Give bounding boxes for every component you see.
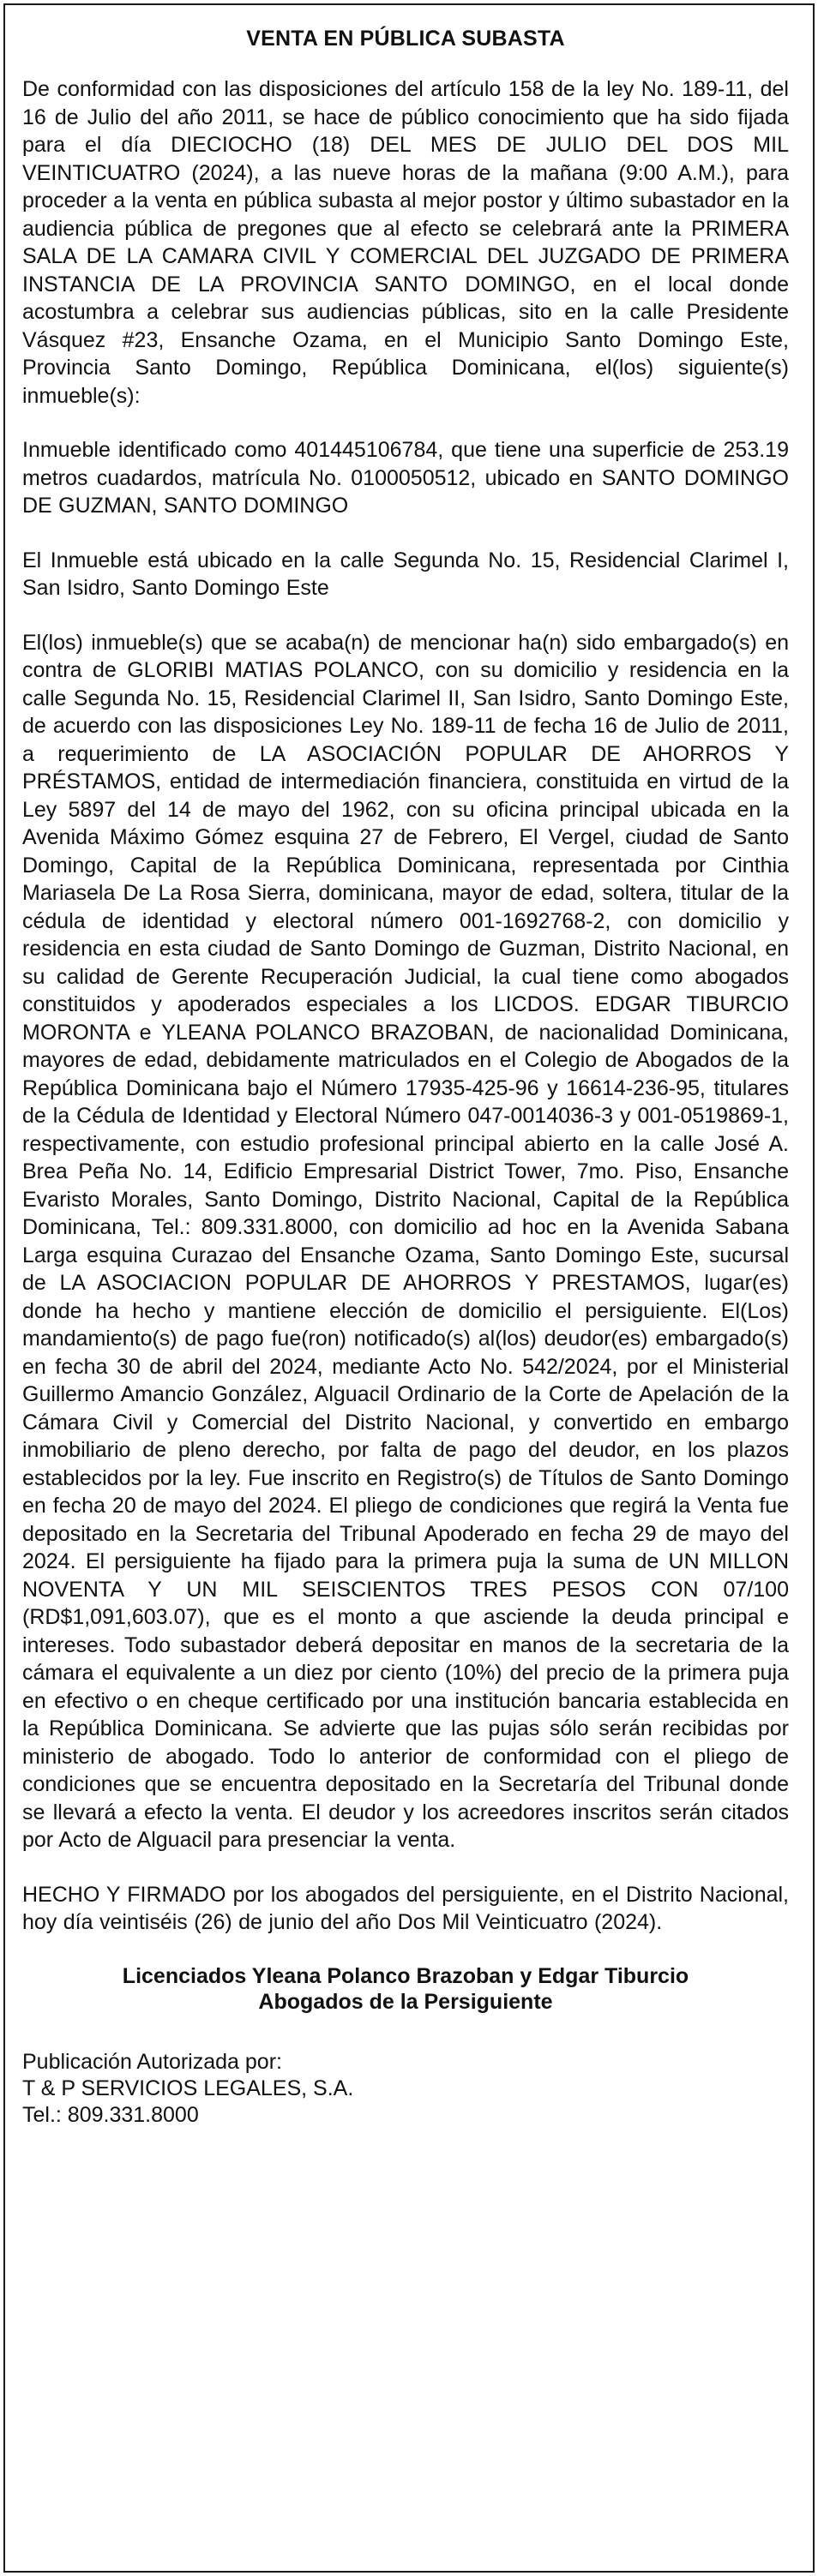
legal-notice xyxy=(3,3,815,2573)
signature-role: Abogados de la Persiguiente xyxy=(258,1989,553,2014)
publication-phone: Tel.: 809.331.8000 xyxy=(22,2102,199,2127)
location-paragraph: El Inmueble está ubicado en la calle Segunda No. 15, Residencial Clarimel I, San Isidro, Santo Domingo Este xyxy=(22,548,789,600)
intro-paragraph: De conformidad con las disposiciones del artículo 158 de la ley No. 189-11, del 16 de Julio del año 2011, se hace de público conocimiento que ha sido fijada para el día DIECIOCHO (18) DEL MES DE JULIO DEL DOS MIL VEINTICUATRO (2024), a las nueve horas de la mañana (9:00 A.M.), para proceder a la venta en pública subasta al mejor postor y último subastador en la audiencia pública de pregones que al efecto se celebrará ante la PRIMERA SALA DE LA CAMARA CIVIL Y COMERCIAL DEL JUZGADO DE PRIMERA INSTANCIA DE LA PROVINCIA SANTO DOMINGO, en el local donde acostumbra a celebrar sus audiencias públicas, sito en la calle Presidente Vásquez #23, Ensanche Ozama, en el Municipio Santo Domingo Este, Provincia Santo Domingo, República Dominicana, el(los) siguiente(s) inmueble(s): xyxy=(22,77,789,408)
publication-company: T & P SERVICIOS LEGALES, S.A. xyxy=(22,2076,354,2100)
publication-label: Publicación Autorizada por: xyxy=(22,2049,282,2074)
property-paragraph: Inmueble identificado como 401445106784, que tiene una superficie de 253.19 metros cuadardos, matrícula No. 0100050512, ubicado en SANTO DOMINGO DE GUZMAN, SANTO DOMINGO xyxy=(22,438,789,518)
publication-info xyxy=(22,2049,789,2129)
signature-names: Licenciados Yleana Polanco Brazoban y Edgar Tiburcio xyxy=(122,1963,689,1988)
details-paragraph: El(los) inmueble(s) que se acaba(n) de mencionar ha(n) sido embargado(s) en contra de GLORIBI MATIAS POLANCO, con su domicilio y residencia en la calle Segunda No. 15, Residencial Clarimel II, San Isidro, Santo Domingo Este, de acuerdo con las disposiciones Ley No. 189-11 de fecha 16 de Julio de 2011, a requerimiento de LA ASOCIACIÓN POPULAR DE AHORROS Y PRÉSTAMOS, entidad de intermediación financiera, constituida en virtud de la Ley 5897 del 14 de mayo del 1962, con su oficina principal ubicada en la Avenida Máximo Gómez esquina 27 de Febrero, El Vergel, ciudad de Santo Domingo, Capital de la República Dominicana, representada por Cinthia Mariasela De La Rosa Sierra, dominicana, mayor de edad, soltera, titular de la cédula de identidad y electoral número 001-1692768-2, con domicilio y residencia en esta ciudad de Santo Domingo de Guzman, Distrito Nacional, en su calidad de Gerente Recuperación Judicial, la cual tiene como abogados constituidos y apoderados especiales a los LICDOS. EDGAR TIBURCIO MORONTA e YLEANA POLANCO BRAZOBAN, de nacionalidad Dominicana, mayores de edad, debidamente matriculados en el Colegio de Abogados de la República Dominicana bajo el Número 17935-425-96 y 16614-236-95, titulares de la Cédula de Identidad y Electoral Número 047-0014036-3 y 001-0519869-1, respectivamente, con estudio profesional principal abierto en la calle José A. Brea Peña No. 14, Edificio Empresarial District Tower, 7mo. Piso, Ensanche Evaristo Morales, Santo Domingo, Distrito Nacional, Capital de la República Dominicana, Tel.: 809.331.8000, con domicilio ad hoc en la Avenida Sabana Larga esquina Curazao del Ensanche Ozama, Santo Domingo Este, sucursal de LA ASOCIACION POPULAR DE AHORROS Y PRESTAMOS, lugar(es) donde ha hecho y mantiene elección de domicilio el persiguiente. El(Los) mandamiento(s) de pago fue(ron) notificado(s) al(los) deudor(es) embargado(s) en fecha 30 de abril del 2024, mediante Acto No. 542/2024, por el Ministerial Guillermo Amancio González, Alguacil Ordinario de la Corte de Apelación de la Cámara Civil y Comercial del Distrito Nacional, y convertido en embargo inmobiliario de pleno derecho, por falta de pago del deudor, en los plazos establecidos por la ley. Fue inscrito en Registro(s) de Títulos de Santo Domingo en fecha 20 de mayo del 2024. El pliego de condiciones que regirá la Venta fue depositado en la Secretaria del Tribunal Apoderado en fecha 29 de mayo del 2024. El persiguiente ha fijado para la primera puja la suma de UN MILLON NOVENTA Y UN MIL SEISCIENTOS TRES PESOS CON 07/100 (RD$1,091,603.07), que es el monto a que asciende la deuda principal e intereses. Todo subastador deberá depositar en manos de la secretaria de la cámara el equivalente a un diez por ciento (10%) del precio de la primera puja en efectivo o en cheque certificado por una institución bancaria establecida en la República Dominicana. Se advierte que las pujas sólo serán recibidas por ministerio de abogado. Todo lo anterior de conformidad con el pliego de condiciones que se encuentra depositado en la Secretaría del Tribunal donde se llevará a efecto la venta. El deudor y los acreedores inscritos serán citados por Acto de Alguacil para presenciar la venta. xyxy=(22,630,789,1852)
notice-title: VENTA EN PÚBLICA SUBASTA xyxy=(246,27,565,51)
signature-block xyxy=(22,1963,789,2015)
signed-paragraph: HECHO Y FIRMADO por los abogados del persiguiente, en el Distrito Nacional, hoy día veintiséis (26) de junio del año Dos Mil Veinticuatro (2024). xyxy=(22,1882,789,1934)
